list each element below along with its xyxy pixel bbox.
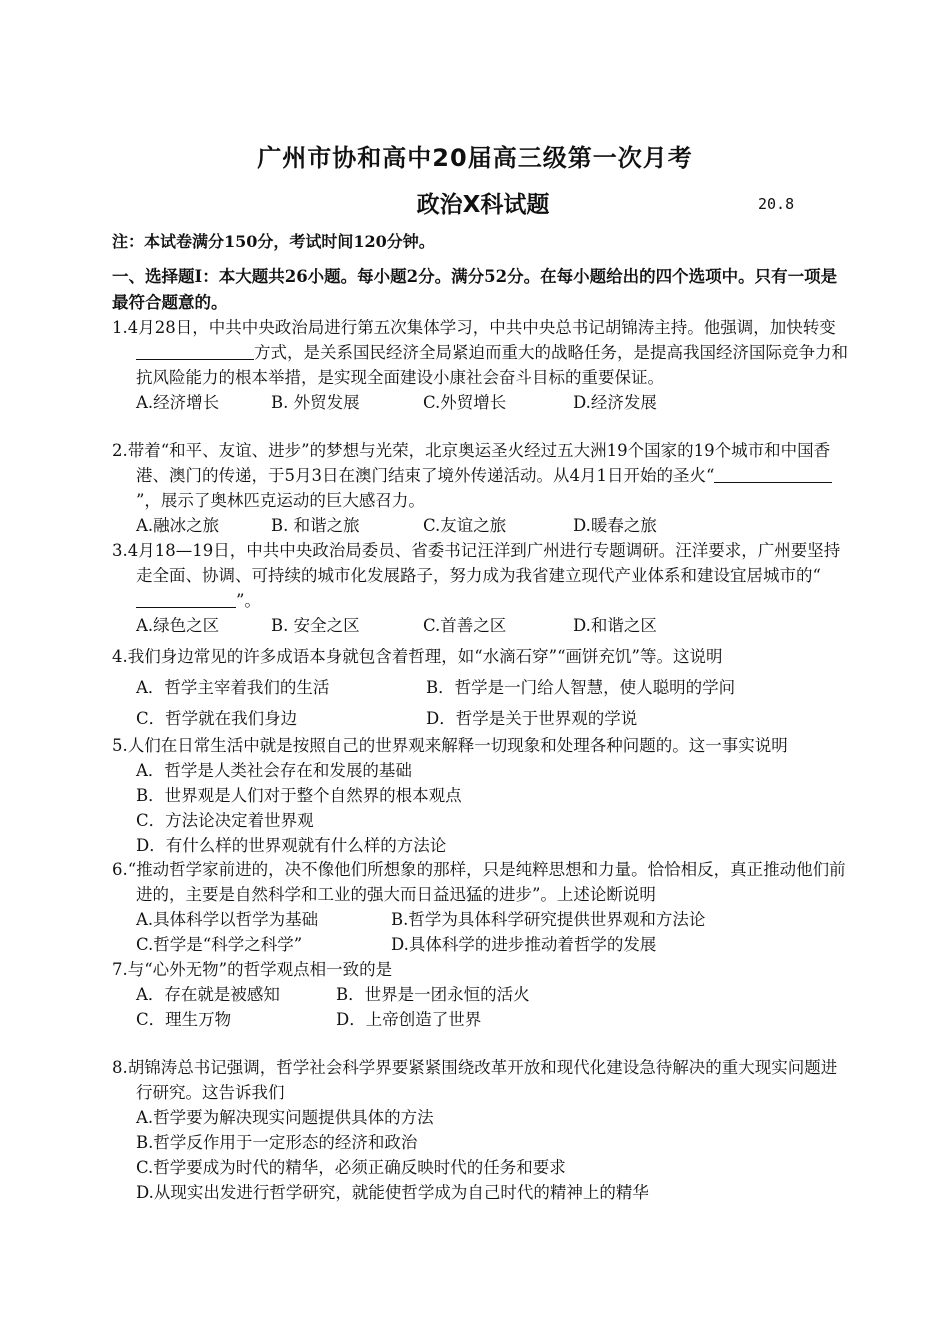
answer-blank <box>136 589 236 608</box>
question-1 <box>112 315 848 415</box>
option-a: A.经济增长 <box>136 393 220 412</box>
option-b: B．世界是一团永恒的活火 <box>336 985 530 1004</box>
option-a: A.融冰之旅 <box>136 516 220 535</box>
option-a: A．存在就是被感知 <box>136 985 280 1004</box>
option-c: C.外贸增长 <box>423 393 507 412</box>
option-d: D.从现实出发进行哲学研究，就能使哲学成为自己时代的精神上的精华 <box>136 1183 649 1202</box>
option-a: A.具体科学以哲学为基础 <box>136 910 319 929</box>
option-d: D．哲学是关于世界观的学说 <box>426 709 638 728</box>
question-stem: 5.人们在日常生活中就是按照自己的世界观来解释一切现象和处理各种问题的。这一事实说明 <box>112 736 788 755</box>
option-d: D.经济发展 <box>573 393 657 412</box>
options <box>112 758 848 858</box>
option-a: A.绿色之区 <box>136 616 220 635</box>
question-5 <box>112 733 848 858</box>
question-2 <box>112 438 848 538</box>
option-a: A.哲学要为解决现实问题提供具体的方法 <box>136 1108 434 1127</box>
option-c: C.哲学要成为时代的精华，必须正确反映时代的任务和要求 <box>136 1158 566 1177</box>
options <box>112 1105 848 1205</box>
options <box>112 513 848 538</box>
option-b: B．世界观是人们对于整个自然界的根本观点 <box>136 786 462 805</box>
options <box>112 675 848 731</box>
question-stem <box>112 315 848 390</box>
option-b: B. 和谐之旅 <box>271 516 360 535</box>
option-c: C．理生万物 <box>136 1010 232 1029</box>
option-b: B．哲学是一门给人智慧，使人聪明的学问 <box>426 678 736 697</box>
option-c: C．方法论决定着世界观 <box>136 811 314 830</box>
question-7 <box>112 957 848 1032</box>
options <box>112 982 848 1032</box>
option-d: D.具体科学的进步推动着哲学的发展 <box>391 935 657 954</box>
stem-text: 方式，是关系国民经济全局紧迫而重大的战略任务，是提高我国经济国际竞争力和抗风险能力的根本举措，是实现全面建设小康社会奋斗目标的重要保证。 <box>136 343 848 387</box>
question-stem: 7.与“心外无物”的哲学观点相一致的是 <box>112 960 393 979</box>
stem-text: 1.4月28日，中共中央政治局进行第五次集体学习，中共中央总书记胡锦涛主持。他强调，加快转变 <box>112 318 836 337</box>
option-d: D.和谐之区 <box>573 616 657 635</box>
exam-note: 注：本试卷满分150分，考试时间120分钟。 <box>112 232 435 251</box>
option-c: C.哲学是“科学之科学” <box>136 935 303 954</box>
exam-title: 广州市协和高中20届高三级第一次月考 <box>257 144 693 172</box>
option-b: B. 外贸发展 <box>271 393 360 412</box>
option-a: A．哲学主宰着我们的生活 <box>136 678 330 697</box>
question-3 <box>112 538 848 638</box>
question-4 <box>112 644 848 731</box>
question-8 <box>112 1055 848 1205</box>
stem-text: ”，展示了奥林匹克运动的巨大感召力。 <box>136 491 425 510</box>
answer-blank <box>136 341 254 360</box>
option-b: B.哲学为具体科学研究提供世界观和方法论 <box>391 910 706 929</box>
option-c: C.友谊之旅 <box>423 516 507 535</box>
stem-text: 2.带着“和平、友谊、进步”的梦想与光荣，北京奥运圣火经过五大洲19个国家的19个城市和中国香港、澳门的传递，于5月3日在澳门结束了境外传递活动。从4月1日开始的圣火“ <box>112 441 831 485</box>
question-stem: 4.我们身边常见的许多成语本身就包含着哲理，如“水滴石穿”“画饼充饥”等。这说明 <box>112 647 723 666</box>
option-c: C．哲学就在我们身边 <box>136 709 298 728</box>
options <box>112 613 848 638</box>
question-stem <box>112 438 848 513</box>
option-d: D.暖春之旅 <box>573 516 657 535</box>
option-b: B.哲学反作用于一定形态的经济和政治 <box>136 1133 418 1152</box>
option-a: A．哲学是人类社会存在和发展的基础 <box>136 761 412 780</box>
option-d: D．有什么样的世界观就有什么样的方法论 <box>136 836 447 855</box>
options <box>112 907 848 957</box>
option-d: D．上帝创造了世界 <box>336 1010 482 1029</box>
question-6 <box>112 857 848 957</box>
options <box>112 390 848 415</box>
question-stem: 6.“推动哲学家前进的，决不像他们所想象的那样，只是纯粹思想和力量。恰恰相反，真正推动他们前进的，主要是自然科学和工业的强大而日益迅猛的进步”。上述论断说明 <box>112 860 846 904</box>
option-b: B. 安全之区 <box>271 616 360 635</box>
question-stem <box>112 538 848 613</box>
answer-blank <box>714 464 832 483</box>
stem-text: 3.4月18—19日，中共中央政治局委员、省委书记汪洋到广州进行专题调研。汪洋要求，广州要坚持走全面、协调、可持续的城市化发展路子，努力成为我省建立现代产业体系和建设宜居城市的“ <box>112 541 841 585</box>
section-heading: 一、选择题Ⅰ：本大题共26小题。每小题2分。满分52分。在每小题给出的四个选项中。只有一项是最符合题意的。 <box>112 267 838 312</box>
exam-date: 20.8 <box>758 195 795 213</box>
option-c: C.首善之区 <box>423 616 507 635</box>
question-stem: 8.胡锦涛总书记强调，哲学社会科学界要紧紧围绕改革开放和现代化建设急待解决的重大现实问题进行研究。这告诉我们 <box>112 1058 838 1102</box>
exam-subtitle: 政治X科试题 <box>416 192 550 218</box>
stem-text: ”。 <box>236 591 261 610</box>
